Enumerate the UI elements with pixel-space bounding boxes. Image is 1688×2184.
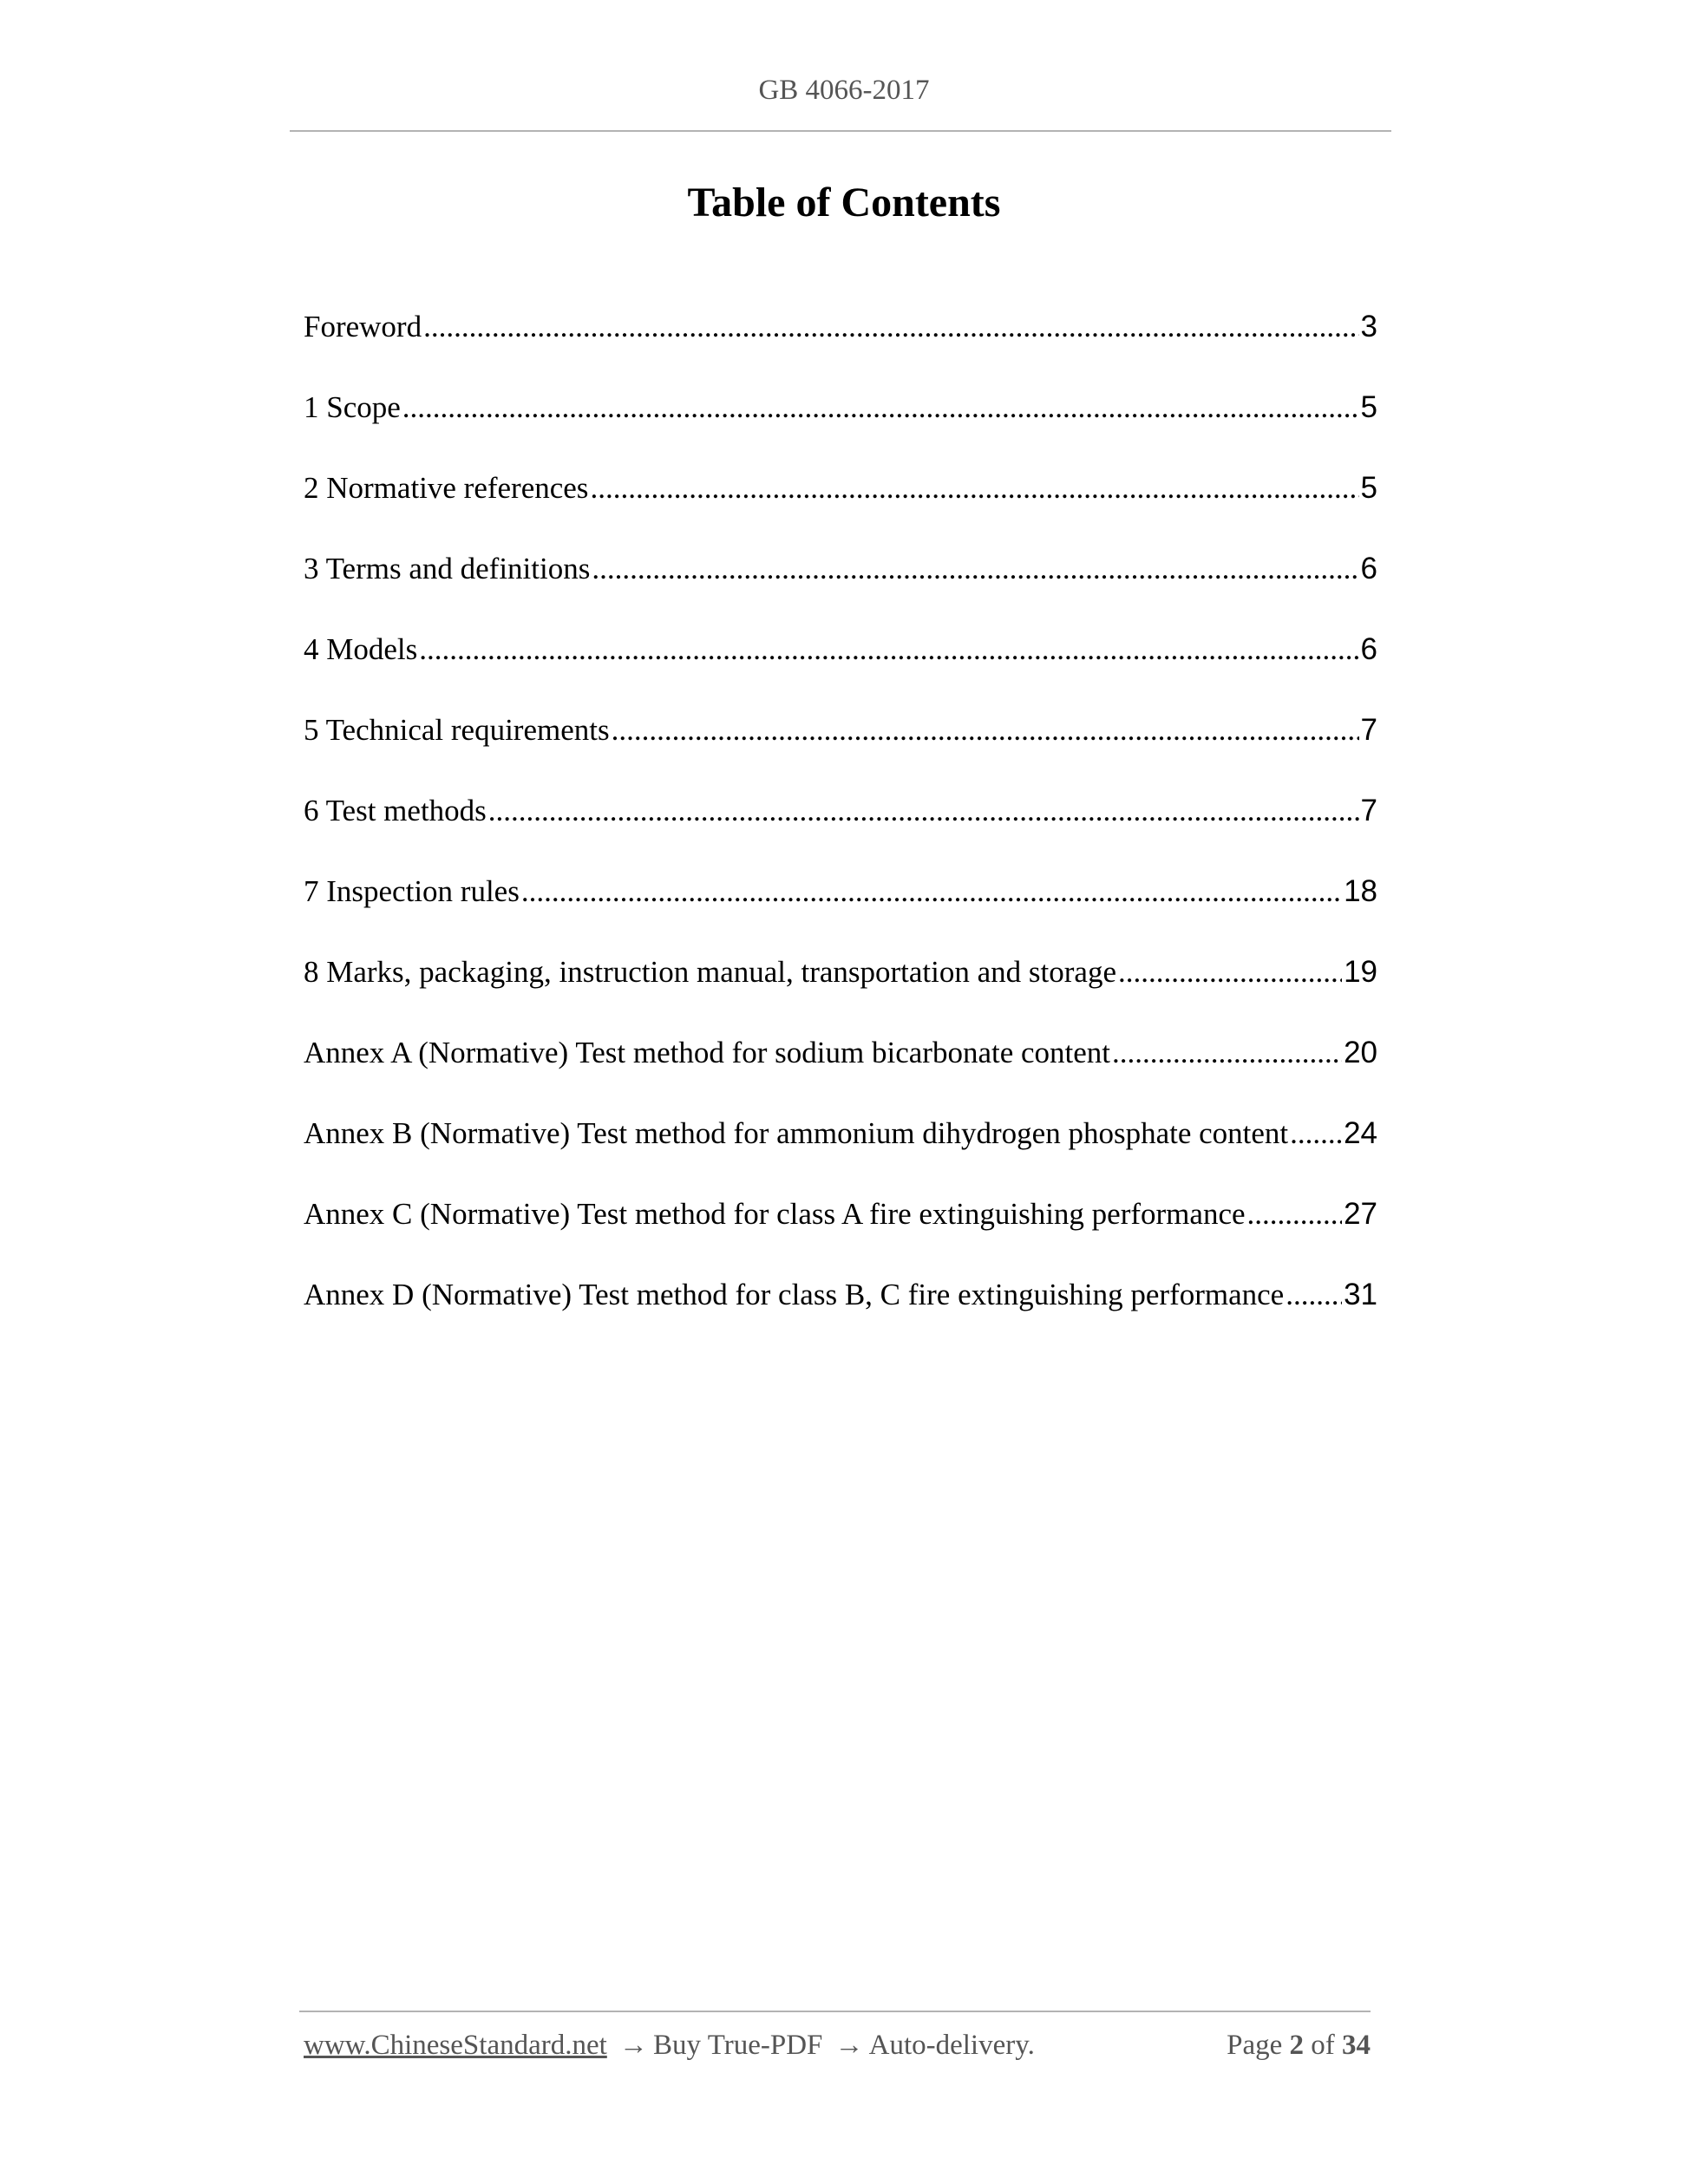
toc-entry[interactable] [304,1030,1377,1110]
toc-entry-page: 24 [1344,1116,1377,1150]
toc-entry-page: 7 [1360,713,1377,747]
footer-promo [304,2030,1035,2062]
page-current: 2 [1289,2030,1304,2061]
toc-entry[interactable] [304,1191,1377,1272]
toc-dot-leader [1118,949,1342,996]
toc-entry-page: 20 [1344,1036,1377,1069]
toc-entry-page: 19 [1344,955,1377,989]
toc-entry-label: 1 Scope [304,390,401,424]
site-link[interactable]: www.ChineseStandard.net [304,2030,607,2061]
toc-entry-label: 8 Marks, packaging, instruction manual, transportation and storage [304,955,1116,989]
toc-entry[interactable] [304,626,1377,707]
toc-dot-leader [419,626,1358,673]
page-footer [304,2030,1371,2062]
toc-entry[interactable] [304,546,1377,626]
page-number [1227,2030,1371,2062]
toc-entry[interactable] [304,788,1377,868]
toc-entry-page: 3 [1360,310,1377,343]
toc-dot-leader [592,546,1358,592]
toc-entry-label: 7 Inspection rules [304,874,520,908]
page-total: 34 [1342,2030,1371,2061]
toc-entry[interactable] [304,304,1377,384]
toc-dot-leader [402,384,1359,431]
toc-entry-page: 18 [1344,874,1377,908]
toc-entry[interactable] [304,384,1377,465]
toc-entry-label: 5 Technical requirements [304,713,610,747]
toc-dot-leader [1247,1191,1343,1238]
toc-dot-leader [488,788,1359,834]
toc-title: Table of Contents [687,180,1001,226]
toc-entry-label: Annex B (Normative) Test method for ammonium dihydrogen phosphate content [304,1116,1289,1150]
toc-entry-page: 27 [1344,1197,1377,1231]
toc-entry-page: 6 [1360,552,1377,585]
toc-entry[interactable] [304,949,1377,1030]
toc-entry-page: 31 [1344,1278,1377,1311]
toc-dot-leader [1286,1272,1342,1318]
toc-dot-leader [423,304,1358,350]
toc-entry-page: 5 [1360,471,1377,505]
toc-list [304,304,1377,1352]
toc-entry[interactable] [304,465,1377,546]
auto-delivery-text: Auto-delivery. [868,2030,1035,2061]
right-arrow-icon: → [619,2030,649,2061]
toc-entry-page: 6 [1360,632,1377,666]
toc-entry-label: 3 Terms and definitions [304,552,591,585]
toc-entry-label: Annex D (Normative) Test method for class B, C fire extinguishing performance [304,1278,1285,1311]
toc-entry[interactable] [304,868,1377,949]
right-arrow-icon: → [834,2030,864,2061]
toc-dot-leader [1290,1110,1342,1157]
toc-entry-page: 5 [1360,390,1377,424]
toc-entry-page: 7 [1360,794,1377,827]
toc-entry-label: 6 Test methods [304,794,487,827]
toc-entry-label: 4 Models [304,632,418,666]
of-word: of [1311,2030,1335,2061]
toc-dot-leader [521,868,1342,915]
buy-true-pdf-text: Buy True-PDF [653,2030,823,2061]
toc-entry-label: Foreword [304,310,422,343]
footer-divider [299,2011,1371,2012]
header-divider [290,130,1391,132]
toc-entry-label: Annex C (Normative) Test method for class A fire extinguishing performance [304,1197,1246,1231]
toc-dot-leader [590,465,1358,512]
toc-entry[interactable] [304,1272,1377,1352]
toc-entry[interactable] [304,707,1377,788]
toc-dot-leader [612,707,1359,754]
page-word: Page [1227,2030,1283,2061]
page-header-standard-code: GB 4066-2017 [758,75,930,106]
toc-entry[interactable] [304,1110,1377,1191]
toc-entry-label: 2 Normative references [304,471,589,505]
toc-entry-label: Annex A (Normative) Test method for sodium bicarbonate content [304,1036,1111,1069]
toc-dot-leader [1112,1030,1342,1076]
